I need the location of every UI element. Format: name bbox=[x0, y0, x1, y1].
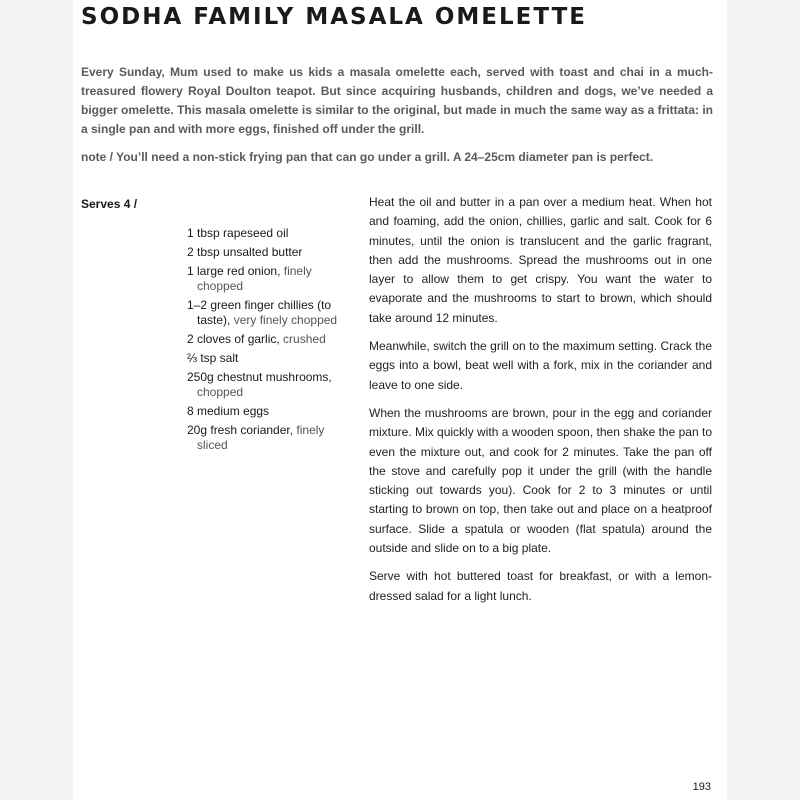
ingredient-item bbox=[187, 351, 357, 366]
ingredient-name: 20g fresh coriander, bbox=[187, 423, 294, 437]
ingredient-item bbox=[187, 245, 357, 260]
ingredient-item bbox=[187, 298, 357, 328]
ingredient-name: 8 medium eggs bbox=[187, 404, 270, 418]
ingredient-prep: finely chopped bbox=[197, 264, 312, 293]
book-page bbox=[73, 0, 727, 800]
method-step: Serve with hot buttered toast for breakfast, or with a lemon-dressed salad for a light lunch. bbox=[369, 569, 712, 603]
ingredient-prep: finely sliced bbox=[197, 423, 325, 452]
page-number: 193 bbox=[692, 781, 711, 793]
ingredient-item bbox=[187, 404, 357, 419]
method-step: Heat the oil and butter in a pan over a medium heat. When hot and foaming, add the onion, chillies, garlic and salt. Cook for 6 minutes, until the onion is translucent and the garlic fragrant, then add the mushrooms. Spread the mushrooms out in one layer to allow them to get crispy. You want the water to evaporate and the mushrooms to start to brown, which should take around 12 minutes. bbox=[369, 195, 712, 325]
ingredient-prep: very finely chopped bbox=[230, 313, 338, 327]
recipe-note: note / You’ll need a non-stick frying pan that can go under a grill. A 24–25cm diameter pan is perfect. bbox=[81, 150, 654, 164]
ingredient-list bbox=[187, 226, 357, 457]
ingredient-prep: chopped bbox=[197, 385, 244, 399]
ingredient-prep: crushed bbox=[279, 332, 326, 346]
ingredient-name: 2 tbsp unsalted butter bbox=[187, 245, 303, 259]
ingredient-item bbox=[187, 264, 357, 294]
ingredient-name: 250g chestnut mushrooms, bbox=[187, 370, 332, 384]
ingredient-name: 2 cloves of garlic, bbox=[187, 332, 280, 346]
recipe-intro: Every Sunday, Mum used to make us kids a masala omelette each, served with toast and chai in a much-treasured flowery Royal Doulton teapot. But since acquiring husbands, children and dogs, we’ve needed a bigger omelette. This masala omelette is similar to the original, but made in much the same way as a frittata: in a single pan and with more eggs, finished off under the grill. bbox=[81, 65, 713, 136]
ingredient-name: 1–2 green finger chillies (to taste), bbox=[187, 298, 332, 327]
ingredient-name: 1 large red onion, bbox=[187, 264, 281, 278]
ingredient-name: 1 tbsp rapeseed oil bbox=[187, 226, 289, 240]
method-step: Meanwhile, switch the grill on to the maximum setting. Crack the eggs into a bowl, beat well with a fork, mix in the coriander and leave to one side. bbox=[369, 339, 712, 392]
ingredient-name: ⅔ tsp salt bbox=[187, 351, 239, 365]
serves-label: Serves 4 / bbox=[81, 197, 138, 211]
method-steps bbox=[369, 193, 712, 615]
ingredient-item bbox=[187, 370, 357, 400]
recipe-title: SODHA FAMILY MASALA OMELETTE bbox=[81, 4, 587, 30]
method-step: When the mushrooms are brown, pour in the egg and coriander mixture. Mix quickly with a wooden spoon, then shake the pan to even the mixture out, and cook for 2 minutes. Take the pan off the stove and carefully pop it under the grill (with the handle sticking out towards you). Cook for 2 to 3 minutes or until starting to brown on top, then take out and place on a heatproof surface. Slide a spatula or wooden (flat spatula) around the outside and slide on to a big plate. bbox=[369, 405, 712, 556]
ingredient-item bbox=[187, 332, 357, 347]
ingredient-item bbox=[187, 226, 357, 241]
ingredient-item bbox=[187, 423, 357, 453]
